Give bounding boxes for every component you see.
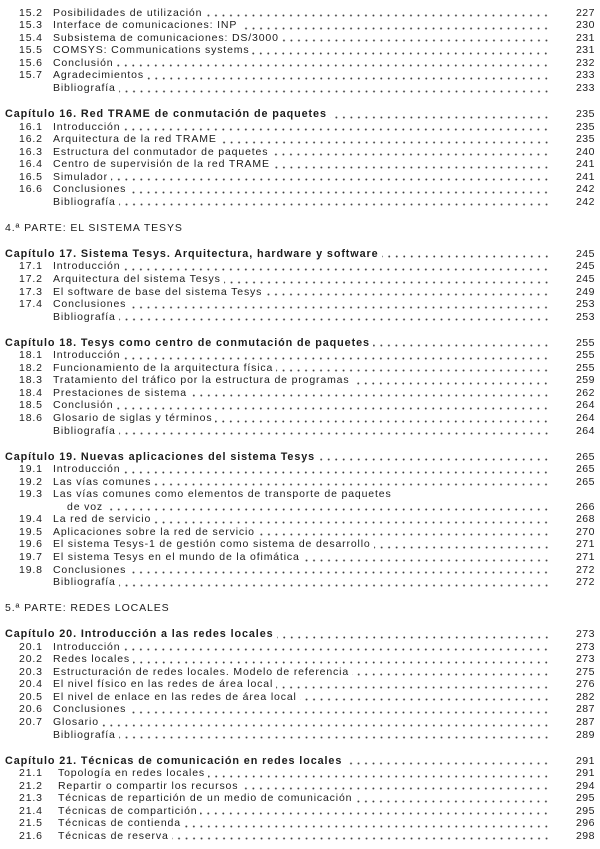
section-title: Técnicas de compartición — [58, 804, 198, 817]
dot-leader — [116, 57, 550, 70]
dot-leader — [318, 451, 550, 464]
chapter-title: Capítulo 20. Introducción a las redes locales — [5, 628, 274, 641]
part-heading — [5, 602, 595, 615]
section-number: 18.5 — [19, 399, 43, 412]
dot-leader — [123, 641, 550, 654]
toc-entry — [5, 171, 595, 184]
section-number: 21.3 — [19, 792, 43, 805]
chapter-block — [5, 248, 595, 323]
dot-leader — [123, 463, 550, 476]
chapter-heading — [5, 248, 595, 261]
section-number: 19.4 — [19, 513, 43, 526]
page-number: 249 — [575, 285, 595, 298]
page-number: 275 — [575, 665, 595, 678]
section-number: 16.4 — [19, 158, 43, 171]
section-number: 19.7 — [19, 550, 43, 563]
section-number: 19.2 — [19, 475, 43, 488]
dot-leader — [258, 526, 550, 539]
section-number: 17.1 — [19, 260, 43, 273]
section-title: Técnicas de reserva — [58, 829, 169, 842]
dot-leader — [123, 121, 550, 134]
dot-leader — [119, 82, 550, 95]
toc-entry — [5, 805, 595, 818]
section-number: 16.2 — [19, 133, 43, 146]
section-title: El nivel de enlace en las redes de área local — [53, 690, 297, 703]
page-number: 282 — [575, 690, 595, 703]
section-title: Bibliografía — [53, 195, 116, 208]
dot-leader — [119, 311, 550, 324]
dot-leader — [190, 387, 550, 400]
page-number: 291 — [575, 754, 595, 767]
section-title-continuation: de voz — [67, 500, 104, 513]
section-number: 20.6 — [19, 703, 43, 716]
dot-leader — [352, 374, 550, 387]
page-number: 230 — [575, 19, 595, 32]
section-title: Simulador — [53, 170, 108, 183]
dot-leader — [208, 767, 550, 780]
section-number: 16.6 — [19, 183, 43, 196]
section-number: 18.6 — [19, 412, 43, 424]
page-number: 232 — [575, 56, 595, 69]
page-number: 253 — [575, 310, 595, 323]
page-number: 271 — [575, 550, 595, 563]
toc-entry — [5, 349, 595, 362]
toc-entry — [5, 133, 595, 146]
bibliography-entry — [5, 196, 595, 209]
dot-leader — [172, 830, 550, 843]
chapter-title: Capítulo 17. Sistema Tesys. Arquitectura, hardware y software — [5, 247, 379, 260]
page-number: 255 — [575, 336, 595, 349]
page-number: 235 — [575, 108, 595, 121]
section-title: COMSYS: Communications systems — [53, 44, 250, 57]
toc-entry — [5, 476, 595, 489]
page-number: 240 — [575, 145, 595, 158]
dot-leader — [123, 260, 550, 273]
page-number: 255 — [575, 361, 595, 374]
dot-leader — [154, 476, 550, 489]
section-number: 17.3 — [19, 285, 43, 298]
section-number: 15.4 — [19, 31, 43, 44]
section-number: 21.1 — [19, 767, 43, 780]
chapter-heading — [5, 337, 595, 350]
bibliography-entry — [5, 425, 595, 438]
toc-entry — [5, 666, 595, 679]
section-title: Repartir o compartir los recursos — [58, 779, 239, 792]
page-number: 245 — [575, 273, 595, 286]
section-title: Bibliografía — [53, 576, 116, 589]
section-title: Introducción — [53, 640, 121, 653]
page-number: 287 — [575, 715, 595, 728]
dot-leader — [276, 678, 550, 691]
section-title: Introducción — [53, 260, 121, 273]
dot-leader — [133, 653, 550, 666]
section-title: Introducción — [53, 463, 121, 476]
section-number: 21.6 — [19, 829, 43, 842]
section-number: 19.5 — [19, 525, 43, 538]
dot-leader — [129, 703, 550, 716]
section-title: Bibliografía — [53, 81, 116, 94]
chapter-block — [5, 755, 595, 843]
section-title: Conclusión — [53, 399, 114, 412]
toc-entry — [5, 488, 595, 501]
dot-leader — [241, 780, 550, 793]
section-number: 15.7 — [19, 69, 43, 82]
dot-leader — [352, 666, 550, 679]
page-number: 241 — [575, 158, 595, 171]
section-number: 20.7 — [19, 715, 43, 728]
page-number: 245 — [575, 247, 595, 260]
section-title: Interface de comunicaciones: INP — [53, 19, 238, 32]
section-number: 19.8 — [19, 563, 43, 576]
dot-leader — [276, 362, 550, 375]
page-number: 259 — [575, 374, 595, 387]
dot-leader — [240, 19, 550, 32]
section-number: 19.6 — [19, 538, 43, 551]
section-number: 18.3 — [19, 374, 43, 387]
toc-entry — [5, 792, 595, 805]
page-number: 272 — [575, 563, 595, 576]
toc-entry — [5, 7, 595, 20]
toc-entry — [5, 260, 595, 273]
page-number: 266 — [575, 500, 595, 513]
section-number: 16.5 — [19, 170, 43, 183]
toc-entry — [5, 412, 595, 425]
bibliography-entry — [5, 82, 595, 95]
chapter-heading — [5, 755, 595, 768]
toc-entry — [5, 158, 595, 171]
section-title: El nivel físico en las redes de área local — [53, 678, 274, 691]
section-number: 20.5 — [19, 690, 43, 703]
part-block — [5, 222, 595, 235]
bibliography-entry — [5, 311, 595, 324]
dot-leader — [116, 399, 550, 412]
section-number: 20.3 — [19, 665, 43, 678]
toc-entry — [5, 551, 595, 564]
section-number: 15.6 — [19, 56, 43, 69]
section-number: 17.4 — [19, 298, 43, 311]
toc-entry — [5, 564, 595, 577]
section-title: Bibliografía — [53, 728, 116, 741]
toc-entry — [5, 716, 595, 729]
section-title: Introducción — [53, 120, 121, 133]
dot-leader — [147, 69, 550, 82]
chapter-title: Capítulo 18. Tesys como centro de conmutación de paquetes — [5, 336, 370, 349]
section-title: El sistema Tesys en el mundo de la ofimática — [53, 550, 300, 563]
chapter-block — [5, 108, 595, 208]
toc-entry — [5, 57, 595, 70]
dot-leader — [184, 817, 550, 830]
section-number: 19.1 — [19, 463, 43, 476]
toc-entry — [5, 44, 595, 57]
toc-entry — [5, 362, 595, 375]
section-title: Conclusiones — [53, 298, 127, 311]
toc-entry — [5, 183, 595, 196]
toc-entry — [5, 19, 595, 32]
section-title: El software de base del sistema Tesys — [53, 285, 263, 298]
section-title: Las vías comunes — [53, 475, 152, 488]
section-title: Centro de supervisión de la red TRAME — [53, 158, 270, 171]
page-number: 264 — [575, 412, 595, 424]
dot-leader — [129, 298, 550, 311]
section-number: 16.1 — [19, 120, 43, 133]
chapter-block — [5, 7, 595, 95]
page-number: 265 — [575, 463, 595, 476]
section-title: Conclusiones — [53, 183, 127, 196]
page-number: 291 — [575, 767, 595, 780]
page-number: 253 — [575, 298, 595, 311]
toc-entry — [5, 387, 595, 400]
section-number: 18.2 — [19, 361, 43, 374]
toc-entry — [5, 538, 595, 551]
dot-leader — [273, 158, 550, 171]
page-number: 227 — [575, 6, 595, 19]
page-number: 294 — [575, 779, 595, 792]
page-number: 242 — [575, 183, 595, 196]
page-number: 255 — [575, 349, 595, 362]
section-number: 15.2 — [19, 6, 43, 19]
section-number: 19.3 — [19, 488, 43, 501]
section-title: Arquitectura del sistema Tesys — [53, 273, 221, 286]
page-number: 295 — [575, 804, 595, 817]
part-title: 5.ª PARTE: REDES LOCALES — [5, 602, 170, 615]
page-number: 245 — [575, 260, 595, 273]
dot-leader — [119, 196, 550, 209]
page-number: 242 — [575, 195, 595, 208]
toc-entry — [5, 146, 595, 159]
chapter-heading — [5, 108, 595, 121]
dot-leader — [374, 538, 550, 551]
page-number: 235 — [575, 133, 595, 146]
dot-leader — [300, 691, 550, 704]
dot-leader — [282, 32, 550, 45]
section-number: 16.3 — [19, 145, 43, 158]
dot-leader — [119, 576, 550, 589]
part-title: 4.ª PARTE: EL SISTEMA TESYS — [5, 221, 183, 234]
section-title: Glosario de siglas y términos — [53, 412, 213, 424]
chapter-title: Capítulo 19. Nuevas aplicaciones del sistema Tesys — [5, 450, 316, 463]
toc-entry — [5, 69, 595, 82]
dot-leader — [102, 716, 550, 729]
bibliography-entry — [5, 576, 595, 589]
page-number: 264 — [575, 399, 595, 412]
dot-leader — [111, 171, 550, 184]
page-number: 295 — [575, 792, 595, 805]
page-number: 271 — [575, 538, 595, 551]
section-title: Las vías comunes como elementos de transporte de paquetes — [53, 488, 392, 501]
section-title: Prestaciones de sistema — [53, 386, 187, 399]
section-title: Conclusión — [53, 56, 114, 69]
section-number: 15.3 — [19, 19, 43, 32]
section-title: Posibilidades de utilización — [53, 6, 203, 19]
section-number: 21.2 — [19, 779, 43, 792]
toc-entry — [5, 526, 595, 539]
page-number: 231 — [575, 44, 595, 57]
page-number: 231 — [575, 31, 595, 44]
section-number: 20.2 — [19, 653, 43, 666]
section-title: Aplicaciones sobre la red de servicio — [53, 525, 255, 538]
section-title: Redes locales — [53, 653, 131, 666]
section-title: Arquitectura de la red TRAME — [53, 133, 217, 146]
dot-leader — [224, 273, 550, 286]
page-number: 289 — [575, 728, 595, 741]
chapter-block — [5, 451, 595, 589]
section-number: 21.4 — [19, 804, 43, 817]
section-title: Bibliografía — [53, 424, 116, 437]
chapter-title: Capítulo 16. Red TRAME de conmutación de paquetes — [5, 108, 327, 121]
dot-leader — [129, 564, 550, 577]
dot-leader — [330, 108, 550, 121]
bibliography-entry — [5, 729, 595, 742]
page-number: 233 — [575, 81, 595, 94]
dot-leader — [382, 248, 550, 261]
chapter-block — [5, 628, 595, 741]
toc-entry — [5, 286, 595, 299]
section-number: 21.5 — [19, 817, 43, 830]
page-number: 272 — [575, 576, 595, 589]
section-title: Conclusiones — [53, 703, 127, 716]
section-title: Bibliografía — [53, 310, 116, 323]
page-number: 298 — [575, 829, 595, 842]
dot-leader — [355, 792, 550, 805]
dot-leader — [129, 183, 550, 196]
dot-leader — [154, 513, 550, 526]
toc-entry — [5, 780, 595, 793]
toc-entry — [5, 703, 595, 716]
page-number: 296 — [575, 817, 595, 830]
section-title: La red de servicio — [53, 513, 152, 526]
page-number: 287 — [575, 703, 595, 716]
page-number: 273 — [575, 628, 595, 641]
dot-leader — [119, 729, 550, 742]
page-number: 265 — [575, 450, 595, 463]
chapter-heading — [5, 628, 595, 641]
section-number: 18.4 — [19, 386, 43, 399]
toc-entry — [5, 32, 595, 45]
section-title: Estructuración de redes locales. Modelo de referencia — [53, 665, 350, 678]
toc-entry — [5, 830, 595, 843]
toc-entry — [5, 653, 595, 666]
toc-entry — [5, 513, 595, 526]
toc-entry-continuation — [5, 501, 595, 514]
toc-entry — [5, 463, 595, 476]
dot-leader — [220, 133, 550, 146]
dot-leader — [119, 425, 550, 438]
page-number: 233 — [575, 69, 595, 82]
section-number: 20.1 — [19, 640, 43, 653]
page-number: 262 — [575, 386, 595, 399]
dot-leader — [205, 7, 550, 20]
toc-entry — [5, 691, 595, 704]
section-title: Técnicas de contienda — [58, 817, 181, 830]
section-title: Técnicas de repartición de un medio de comunicación — [58, 792, 353, 805]
dot-leader — [277, 628, 550, 641]
dot-leader — [373, 337, 550, 350]
toc-entry — [5, 298, 595, 311]
section-title: El sistema Tesys-1 de gestión como sistema de desarrollo — [53, 538, 371, 551]
section-title: Agradecimientos — [53, 69, 144, 82]
section-title: Subsistema de comunicaciones: DS/3000 — [53, 31, 279, 44]
section-title: Introducción — [53, 349, 121, 362]
toc-entry — [5, 767, 595, 780]
page-number: 273 — [575, 640, 595, 653]
dot-leader — [106, 501, 550, 514]
section-number: 18.1 — [19, 349, 43, 362]
section-title: Estructura del conmutador de paquetes — [53, 145, 269, 158]
page-number: 276 — [575, 678, 595, 691]
dot-leader — [123, 349, 550, 362]
dot-leader — [252, 44, 550, 57]
dot-leader — [345, 755, 550, 768]
section-number: 17.2 — [19, 273, 43, 286]
page-number: 235 — [575, 120, 595, 133]
part-block — [5, 602, 595, 615]
page-number: 268 — [575, 513, 595, 526]
section-title: Glosario — [53, 715, 99, 728]
toc-entry — [5, 817, 595, 830]
section-title: Funcionamiento de la arquitectura física — [53, 361, 274, 374]
page-number: 241 — [575, 170, 595, 183]
chapter-title: Capítulo 21. Técnicas de comunicación en redes locales — [5, 754, 343, 767]
page-number: 273 — [575, 653, 595, 666]
toc-entry — [5, 374, 595, 387]
section-title: Topología en redes locales — [58, 767, 206, 780]
section-title: Tratamiento del tráfico por la estructura de programas — [53, 374, 350, 387]
dot-leader — [265, 286, 550, 299]
page-number: 264 — [575, 424, 595, 437]
toc-entry — [5, 399, 595, 412]
section-title: Conclusiones — [53, 563, 127, 576]
toc-entry — [5, 273, 595, 286]
section-number: 15.5 — [19, 44, 43, 57]
page-number: 265 — [575, 475, 595, 488]
dot-leader — [271, 146, 550, 159]
dot-leader — [303, 551, 550, 564]
part-heading — [5, 222, 595, 235]
chapter-heading — [5, 451, 595, 464]
toc-entry — [5, 678, 595, 691]
page-number: 270 — [575, 525, 595, 538]
dot-leader — [215, 412, 550, 425]
dot-leader — [200, 805, 550, 818]
chapter-block — [5, 337, 595, 437]
toc-entry — [5, 641, 595, 654]
toc-entry — [5, 121, 595, 134]
section-number: 20.4 — [19, 678, 43, 691]
